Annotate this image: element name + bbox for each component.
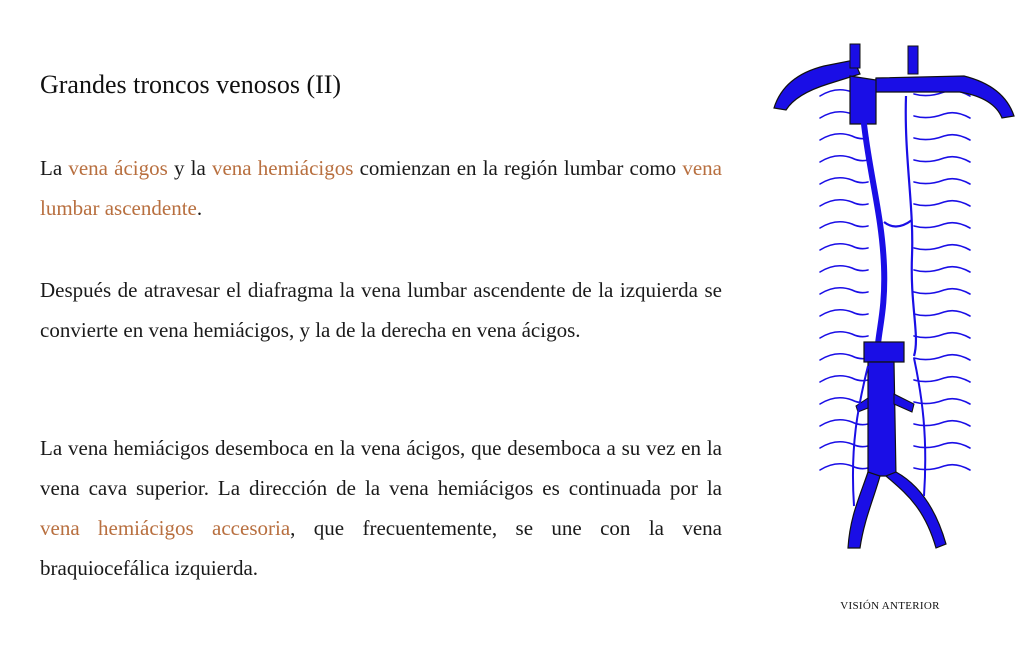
intercostal-vein	[820, 222, 868, 228]
intercostal-vein	[820, 200, 868, 206]
intercostal-vein	[820, 354, 868, 360]
intercostal-vein	[820, 288, 868, 294]
intercostal-vein	[914, 245, 970, 250]
brachiocephalic-vein-right	[774, 60, 860, 110]
p3-text-1: La vena hemiácigos desemboca en la vena ácigos, que desemboca a su vez en la vena cava superior. La dirección de la vena hemiácigos es continuada por la	[40, 436, 722, 500]
intercostal-vein	[914, 443, 970, 448]
intercostal-vein	[914, 333, 970, 338]
paragraph-3	[40, 428, 722, 588]
p3-text-2: , que frecuentemente, se une con la vena braquiocefálica izquierda.	[40, 516, 722, 580]
intercostal-vein	[820, 310, 868, 316]
diaphragm-cuff	[864, 342, 904, 362]
intercostal-vein	[820, 464, 868, 470]
intercostal-vein	[914, 289, 970, 294]
common-iliac-vein-left	[886, 472, 946, 548]
p1-text-4: .	[196, 196, 203, 220]
intercostal-vein	[914, 465, 970, 470]
paragraph-1	[40, 148, 722, 228]
page-title: Grandes troncos venosos (II)	[40, 70, 342, 99]
venous-system-illustration	[764, 36, 1024, 576]
intercostal-vein	[820, 156, 868, 162]
azygos-vein	[864, 124, 884, 356]
intercostal-vein	[820, 442, 868, 448]
p1-text-2: y la	[167, 156, 212, 180]
intercostal-vein	[914, 421, 970, 426]
intercostal-vein	[820, 420, 868, 426]
intercostal-vein	[914, 201, 970, 206]
inferior-vena-cava	[868, 362, 896, 476]
intercostal-veins-left	[820, 90, 868, 470]
intercostal-vein	[820, 178, 868, 184]
intercostal-vein	[914, 179, 970, 184]
brachiocephalic-vein-left	[874, 76, 1014, 118]
ascending-lumbar-vein-left	[914, 358, 925, 496]
p1-text-3: comienzan en la región lumbar como	[353, 156, 683, 180]
brachiocephalic-stub-1	[850, 44, 860, 68]
term-vena-lumbar-ascendente: vena lumbar ascendente	[40, 156, 722, 220]
figure-caption: VISIÓN ANTERIOR	[840, 600, 940, 612]
intercostal-vein	[820, 332, 868, 338]
intercostal-vein	[820, 244, 868, 250]
superior-vena-cava	[850, 76, 876, 124]
intercostal-vein	[820, 376, 868, 382]
intercostal-vein	[914, 113, 970, 118]
intercostal-vein	[914, 311, 970, 316]
intercostal-vein	[914, 377, 970, 382]
intercostal-vein	[914, 267, 970, 272]
hemiazygos-cross-branch	[884, 220, 912, 226]
brachiocephalic-stub-2	[908, 46, 918, 74]
paragraph-2: Después de atravesar el diafragma la vena lumbar ascendente de la izquierda se convierte en vena hemiácigos, y la de la derecha en vena ácigos.	[40, 278, 722, 342]
intercostal-vein	[914, 355, 970, 360]
intercostal-vein	[914, 135, 970, 140]
intercostal-vein	[914, 223, 970, 228]
term-vena-hemiacigos-accesoria: vena hemiácigos accesoria	[40, 516, 291, 540]
intercostal-vein	[820, 134, 868, 140]
p1-text-1: La	[40, 156, 69, 180]
intercostal-vein	[820, 266, 868, 272]
intercostal-vein	[914, 157, 970, 162]
term-vena-acigos: vena ácigos	[68, 156, 168, 180]
renal-vein-left	[894, 394, 914, 412]
term-vena-hemiacigos: vena hemiácigos	[211, 156, 354, 180]
